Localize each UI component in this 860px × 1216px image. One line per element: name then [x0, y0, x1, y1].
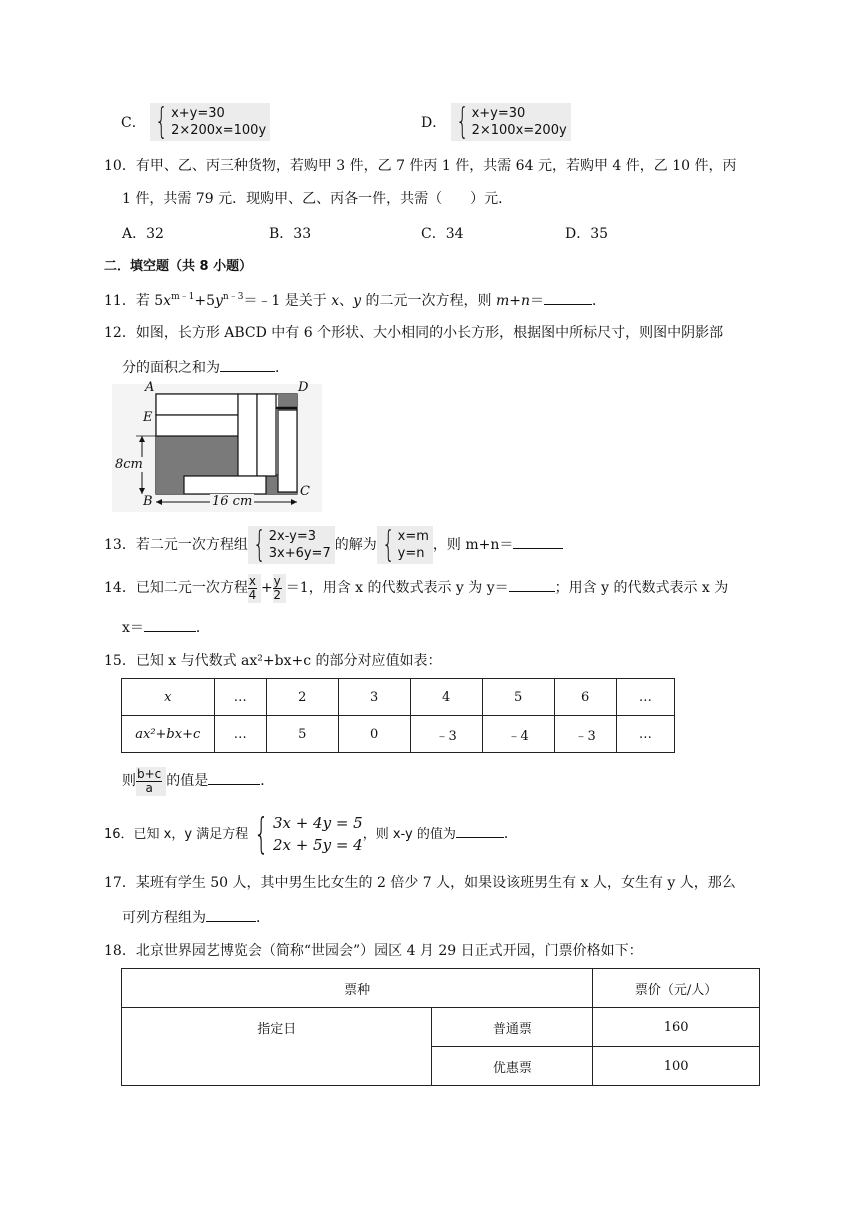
- q16-eq1: 3x + 4y = 5: [272, 814, 363, 832]
- brace-icon: {: [254, 809, 269, 858]
- q13-prefix: 13．若二元一次方程组: [104, 537, 248, 553]
- q9-d-eq2: 2×100x=200y: [471, 123, 567, 138]
- table-cell: 6: [554, 679, 616, 716]
- q14-line2: [122, 617, 210, 638]
- q11: [104, 290, 606, 311]
- table-cell: 5: [482, 679, 554, 716]
- q15-post: 的值是: [166, 773, 209, 789]
- table-header: 票种: [122, 969, 593, 1008]
- table-cell: x: [122, 679, 215, 716]
- q10-line1: 10．有甲、乙、丙三种货物，若购甲 3 件，乙 7 件丙 1 件，共需 64 元，若购甲 4 件，乙 10 件，丙: [104, 158, 737, 174]
- q13-answer-blank[interactable]: [513, 534, 563, 549]
- q11-vx: x: [331, 293, 340, 309]
- table-row: [122, 1008, 760, 1047]
- q9-option-d: [421, 103, 571, 141]
- table-cell: …: [616, 716, 674, 753]
- q13-solution: [377, 526, 433, 564]
- table-cell: …: [616, 679, 674, 716]
- q13-post: ，则 m+n＝: [432, 537, 514, 553]
- q14-answer-blank-x[interactable]: [144, 617, 196, 632]
- q15-answer-blank[interactable]: [208, 770, 260, 785]
- q12-figure: [112, 380, 322, 512]
- q15-fraction: [136, 767, 166, 796]
- q10-option-d: D．35: [565, 226, 609, 242]
- q16-system: [248, 809, 363, 858]
- brace-icon: {: [381, 524, 395, 565]
- section-title: 二．填空题（共 8 小题）: [104, 259, 253, 274]
- table-cell: 4: [410, 679, 482, 716]
- q10-option-b: B．33: [269, 226, 312, 242]
- q9-option-d-system: [451, 103, 571, 141]
- q14-plus: +: [260, 580, 273, 596]
- q11-vy: y: [353, 293, 362, 309]
- q13-sol2: y=n: [397, 546, 425, 561]
- q12-text: 分的面积之和为: [122, 360, 220, 376]
- q14-text: ＝1，用含 x 的代数式表示 y 为 y＝: [285, 580, 509, 596]
- q15-table: [121, 678, 675, 753]
- q16: [104, 809, 518, 858]
- q16-answer-blank[interactable]: [456, 823, 504, 838]
- q11-var-x: x: [163, 293, 172, 309]
- label-e: E: [143, 410, 153, 425]
- q11-exp2: n﹣3: [222, 292, 244, 302]
- table-cell: 普通票: [432, 1008, 593, 1047]
- label-b: B: [143, 494, 153, 509]
- q9-c-eq2: 2×200x=100y: [171, 123, 267, 138]
- q16-eq2: 2x + 5y = 4: [272, 836, 363, 854]
- q14-x-eq: x＝: [122, 620, 144, 636]
- q9-c-eq1: x+y=30: [171, 106, 225, 121]
- q11-prefix: 11．若 5: [104, 293, 164, 309]
- table-cell: 5: [266, 716, 338, 753]
- table-cell: ax²+bx+c: [122, 716, 215, 753]
- q15-pre: 则: [122, 773, 136, 789]
- q14-f1-num: x: [248, 573, 256, 588]
- q10-option-c: C．34: [421, 226, 464, 242]
- table-cell: 0: [338, 716, 410, 753]
- table-cell: ﹣3: [410, 716, 482, 753]
- q17-line1: 17．某班有学生 50 人，其中男生比女生的 2 倍少 7 人，如果设该班男生有 x 人，女生有 y 人，那么: [104, 875, 736, 891]
- label-c: C: [300, 484, 310, 499]
- q18-ticket-table: [121, 968, 760, 1086]
- q14-f2-den: 2: [273, 587, 282, 602]
- q14-end: ．: [195, 620, 210, 636]
- rectangle-diagram: [112, 384, 322, 512]
- table-cell: 2: [266, 679, 338, 716]
- brace-icon: {: [455, 101, 469, 142]
- table-header: 票价（元/人）: [593, 969, 760, 1008]
- q14-prefix: 14．已知二元一次方程: [104, 580, 248, 596]
- q9-option-c: [121, 103, 270, 141]
- q16-end: ．: [503, 826, 518, 842]
- q12-end: ．: [275, 360, 289, 376]
- q9-option-d-label: D．: [421, 115, 447, 131]
- brace-icon: {: [252, 524, 266, 565]
- q17-text: 可列方程组为: [122, 910, 206, 926]
- q10-option-a: A．32: [122, 226, 164, 242]
- q15-end: ．: [260, 773, 275, 789]
- q15-frac-num: b+c: [137, 766, 162, 781]
- q14-f1-den: 4: [248, 587, 257, 602]
- q11-mn: m+n: [495, 293, 531, 309]
- q11-answer-blank[interactable]: [544, 290, 592, 305]
- q15-question: [122, 764, 274, 798]
- label-a: A: [145, 380, 155, 395]
- table-cell: …: [214, 716, 266, 753]
- table-row: [122, 716, 675, 753]
- label-d: D: [298, 380, 309, 395]
- table-cell: 指定日: [122, 1008, 432, 1086]
- q11-mid: +5: [194, 293, 215, 309]
- table-cell: 100: [593, 1047, 760, 1086]
- q11-eq: ＝: [530, 293, 545, 309]
- q11-text1: ＝﹣1 是关于: [243, 293, 332, 309]
- dim-height-label: 8cm: [115, 457, 143, 472]
- q14-mid: ；用含 y 的代数式表示 x 为: [554, 580, 729, 596]
- q16-prefix: 16．已知 x，y 满足方程: [104, 827, 249, 842]
- table-cell: …: [214, 679, 266, 716]
- q9-d-eq1: x+y=30: [471, 106, 526, 121]
- q15-frac-den: a: [145, 780, 153, 795]
- q11-end: ．: [592, 293, 607, 309]
- q13-eq2: 3x+6y=7: [268, 546, 331, 561]
- q12-answer-blank[interactable]: [220, 357, 275, 372]
- q15-intro: 15．已知 x 与代数式 ax²+bx+c 的部分对应值如表：: [104, 653, 442, 669]
- q11-sep: 、: [339, 293, 354, 309]
- table-cell: ﹣3: [554, 716, 616, 753]
- q14-frac-x: [248, 574, 261, 603]
- q13: [104, 526, 563, 564]
- table-cell: 160: [593, 1008, 760, 1047]
- q9-option-c-label: C．: [121, 115, 146, 131]
- table-cell: 3: [338, 679, 410, 716]
- table-row: [122, 679, 675, 716]
- q18-intro: 18．北京世界园艺博览会（简称“世园会”）园区 4 月 29 日正式开园，门票价格如下：: [104, 943, 643, 959]
- q17-answer-blank[interactable]: [206, 907, 256, 922]
- q12-line2: [122, 357, 289, 378]
- q11-text2: 的二元一次方程，则: [361, 293, 496, 309]
- q9-option-c-system: [150, 103, 270, 141]
- q14-frac-y: [273, 574, 286, 603]
- q17-end: ．: [256, 910, 270, 926]
- q14-line1: [104, 572, 728, 604]
- q11-exp1: m﹣1: [171, 292, 195, 302]
- q11-var-y: y: [214, 293, 223, 309]
- q17-line2: [122, 907, 270, 928]
- table-cell: ﹣4: [482, 716, 554, 753]
- q13-system: [248, 526, 335, 564]
- q14-f2-num: y: [273, 573, 281, 588]
- q16-post: ，则 x-y 的值为: [362, 827, 456, 842]
- q10-line2: 1 件，共需 79 元．现购甲、乙、丙各一件，共需（ ）元．: [122, 191, 513, 207]
- q13-eq1: 2x-y=3: [268, 529, 317, 544]
- table-row: [122, 969, 760, 1008]
- table-cell: 优惠票: [432, 1047, 593, 1086]
- brace-icon: {: [155, 101, 168, 142]
- q13-sol1: x=m: [397, 529, 429, 544]
- q12-line1: 12．如图，长方形 ABCD 中有 6 个形状、大小相同的小长方形，根据图中所标尺寸，则图中阴影部: [104, 325, 724, 341]
- dim-width-label: 16 cm: [212, 494, 253, 509]
- q14-answer-blank-y[interactable]: [509, 577, 555, 592]
- q13-mid: 的解为: [334, 537, 377, 553]
